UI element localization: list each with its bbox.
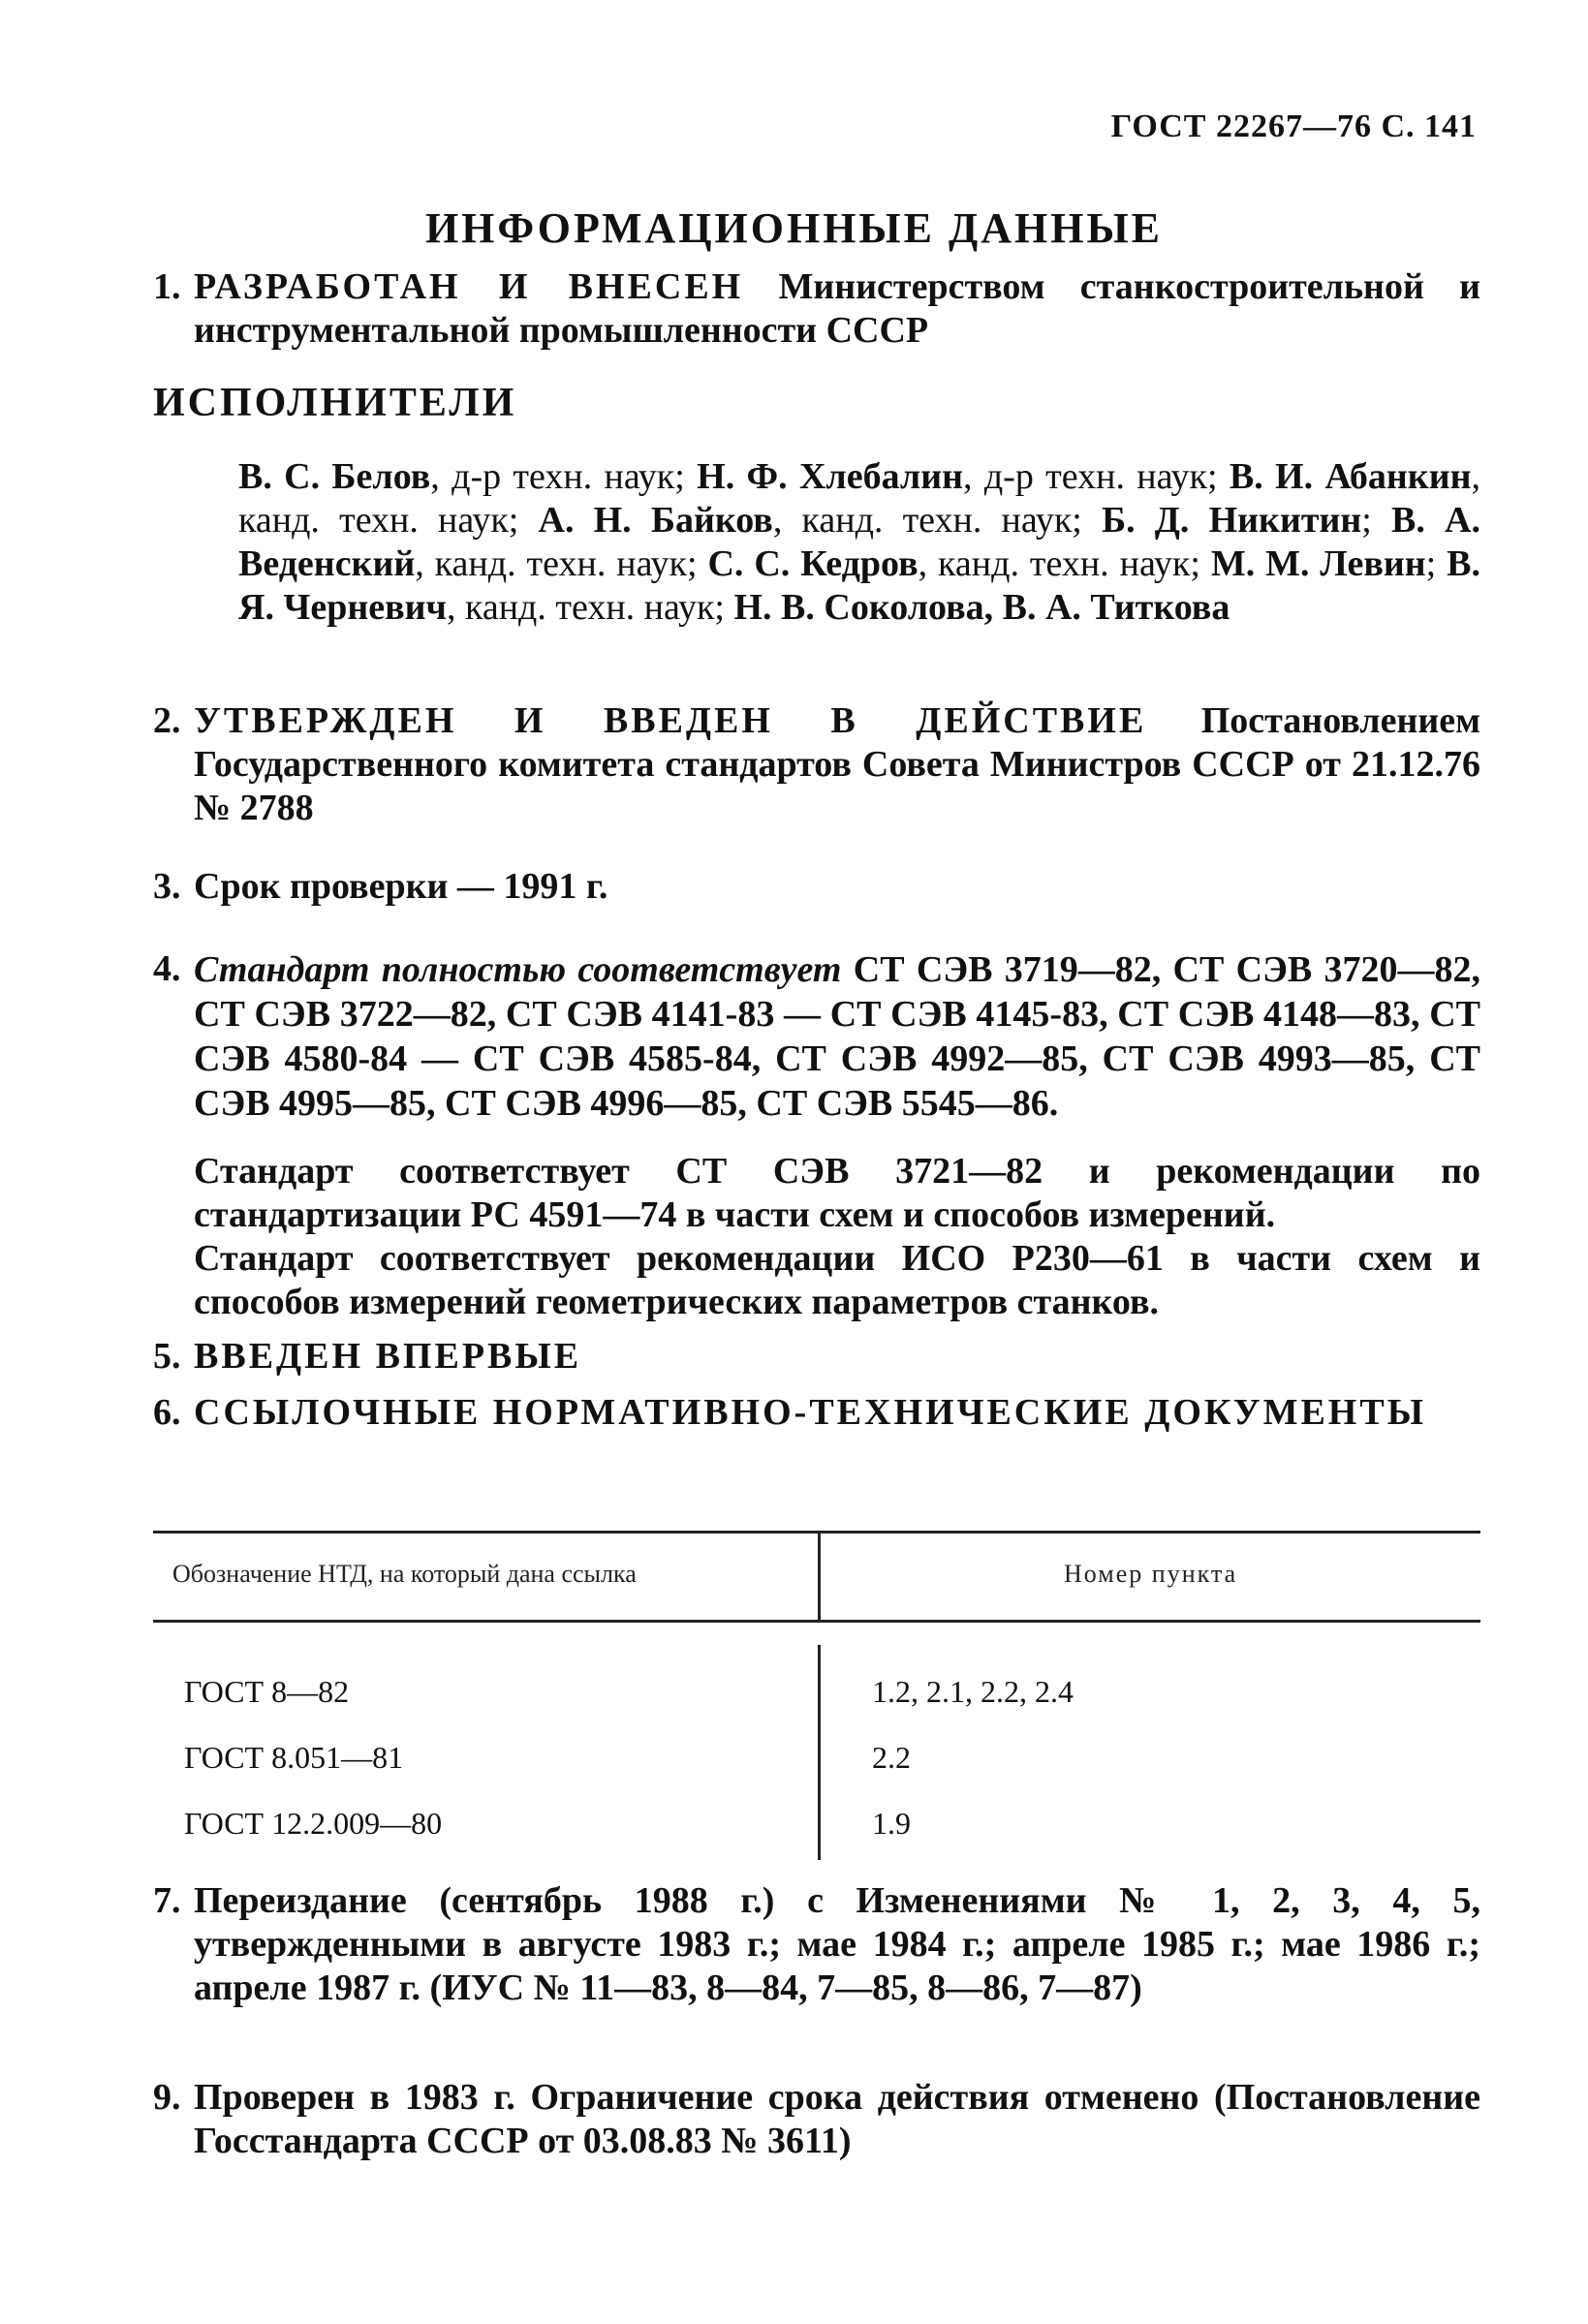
item-2-lead: УТВЕРЖДЕН И ВВЕДЕН В ДЕЙСТВИЕ xyxy=(194,700,1147,741)
item-6-number: 6. xyxy=(153,1392,181,1433)
executor: В. И. Абанкин, канд. техн. наук; xyxy=(238,456,1480,541)
executor: М. М. Левин; xyxy=(1210,543,1448,584)
table-header-cell: Номер пункта xyxy=(1064,1560,1238,1588)
item-2-number: 2. xyxy=(153,700,181,741)
item-9-text: Проверен в 1983 г. Ограничение срока действия отменено (Постановление Госстандарта СССР от 03.08.83 № 3611) xyxy=(194,2077,1480,2161)
table-top-rule xyxy=(153,1531,1480,1534)
executor: Н. В. Соколова, В. А. Титкова xyxy=(733,587,1230,628)
item-2-text: Постановлением Государственного комитета стандартов Совета Министров СССР от 21.12.76 № 2788 xyxy=(194,700,1480,828)
executors-list xyxy=(238,455,1480,630)
table-cell: ГОСТ 8—82 xyxy=(184,1674,350,1709)
item-7-text: Переиздание (сентябрь 1988 г.) с Изменениями № 1, 2, 3, 4, 5, утвержденными в августе 1983 г.; мае 1984 г.; апреле 1985 г.; мае 1986 г.; апреле 1987 г. (ИУС № 11—83, 8—84, 7—85, 8—86, 7—87) xyxy=(194,1880,1480,2008)
item-5-text: ВВЕДЕН ВПЕРВЫЕ xyxy=(194,1336,582,1377)
table-cell: 1.9 xyxy=(872,1806,911,1841)
item-9-number: 9. xyxy=(153,2077,181,2118)
executor: В. А. Веденский, канд. техн. наук; xyxy=(238,500,1480,584)
page-title: ИНФОРМАЦИОННЫЕ ДАННЫЕ xyxy=(424,204,1164,252)
executor: В. Я. Черневич, канд. техн. наук; xyxy=(238,543,1480,628)
table-cell: ГОСТ 8.051—81 xyxy=(184,1740,404,1775)
executor: Н. Ф. Хлебалин, д-р техн. наук; xyxy=(697,456,1230,497)
item-4-text: СТ СЭВ 3719—82, СТ СЭВ 3720—82, СТ СЭВ 3722—82, СТ СЭВ 4141-83 — СТ СЭВ 4145-83, СТ СЭВ 4148—83, СТ СЭВ 4580-84 — СТ СЭВ 4585-84, СТ СЭВ 4992—85, СТ СЭВ 4993—85, СТ СЭВ 4995—85, СТ СЭВ 4996—85, СТ СЭВ 5545—86. xyxy=(194,949,1480,1124)
table-column-divider xyxy=(818,1531,821,1620)
table-cell: 2.2 xyxy=(872,1740,911,1775)
item-1-text: Министерством станкостроительной и инструментальной промышленности СССР xyxy=(194,266,1480,351)
item-4-paragraph-2: Стандарт соответствует СТ СЭВ 3721—82 и рекомендации по стандартизации РС 4591—74 в части схем и способов измерений. xyxy=(194,1151,1480,1235)
page-header: ГОСТ 22267—76 С. 141 xyxy=(1110,108,1477,144)
executors-heading: ИСПОЛНИТЕЛИ xyxy=(153,381,517,425)
item-1-number: 1. xyxy=(153,266,181,307)
item-7-number: 7. xyxy=(153,1880,181,1921)
table-column-divider xyxy=(818,1645,821,1860)
item-3-text: Срок проверки — 1991 г. xyxy=(194,866,608,907)
item-1 xyxy=(194,265,1480,353)
item-2 xyxy=(194,699,1480,830)
table-header-rule xyxy=(153,1620,1480,1623)
item-3-number: 3. xyxy=(153,866,181,907)
item-4-lead: Стандарт полностью соответствует xyxy=(194,949,842,990)
item-4-number: 4. xyxy=(153,948,181,989)
executor: С. С. Кедров, канд. техн. наук; xyxy=(707,543,1211,584)
item-1-lead: РАЗРАБОТАН И ВНЕСЕН xyxy=(194,266,744,307)
item-5-number: 5. xyxy=(153,1336,181,1377)
item-4 xyxy=(194,947,1480,1126)
table-header-cell: Обозначение НТД, на который дана ссылка xyxy=(172,1560,637,1588)
executor: А. Н. Байков, канд. техн. наук; xyxy=(538,500,1102,541)
item-6-text: ССЫЛОЧНЫЕ НОРМАТИВНО-ТЕХНИЧЕСКИЕ ДОКУМЕНТЫ xyxy=(194,1392,1427,1433)
executor: В. С. Белов, д-р техн. наук; xyxy=(238,456,698,497)
executor: Б. Д. Никитин; xyxy=(1102,500,1392,541)
table-cell: ГОСТ 12.2.009—80 xyxy=(184,1806,443,1841)
item-4-paragraph-3: Стандарт соответствует рекомендации ИСО Р230—61 в части схем и способов измерений геометрических параметров станков. xyxy=(194,1238,1480,1322)
table-cell: 1.2, 2.1, 2.2, 2.4 xyxy=(872,1674,1074,1709)
